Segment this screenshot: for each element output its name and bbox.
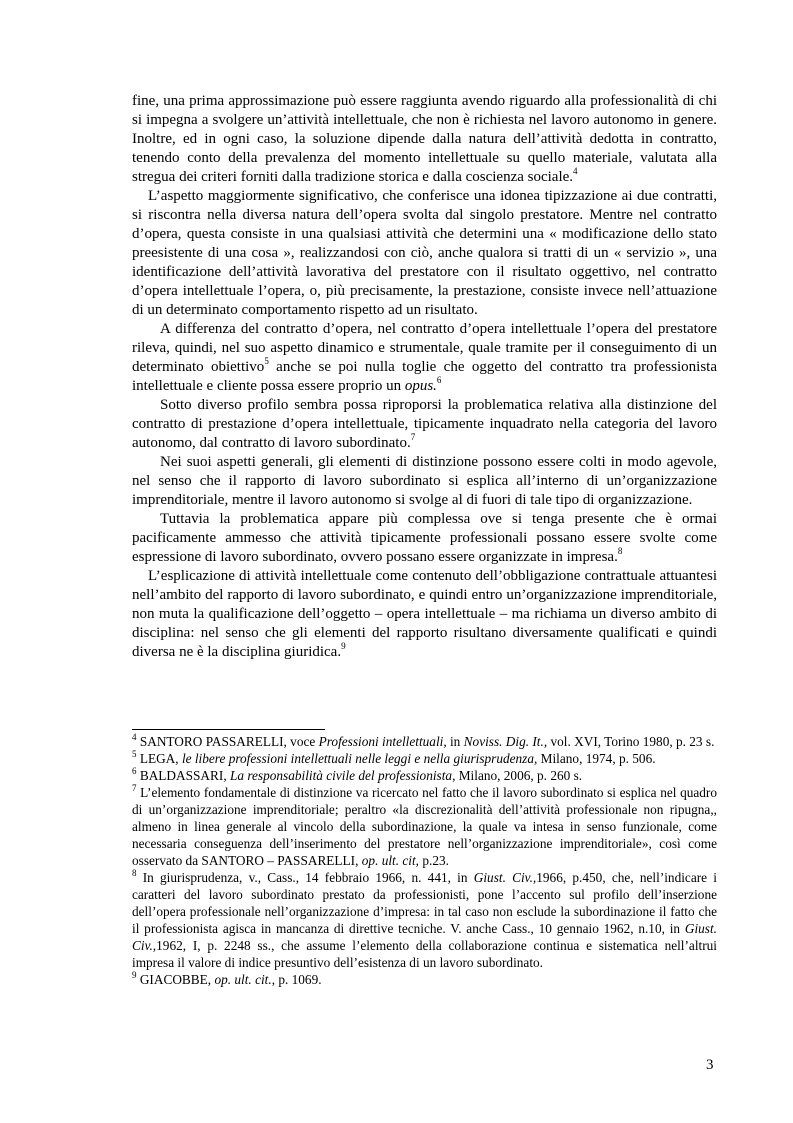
italic-text: Giust. Civ., (473, 870, 537, 885)
footnote-ref[interactable]: 5 (264, 356, 269, 366)
paragraph (132, 453, 717, 510)
italic-text: Professioni intellettuali (318, 734, 444, 749)
text-run: , in (443, 734, 464, 749)
footnote-number: 6 (132, 765, 137, 776)
body-text (132, 92, 717, 662)
footnote (132, 733, 717, 750)
paragraph (132, 510, 717, 567)
text-run: 1962, I, p. 2248 ss., che assume l’elemento della collaborazione continua e sistematica nell’altrui impresa il valore di indice presuntivo dell’esistenza di un lavoro subordinato. (132, 938, 717, 970)
italic-text: opus. (404, 378, 437, 394)
text-run: , p. 1069. (271, 972, 322, 987)
footnote (132, 784, 717, 869)
footnote-number: 9 (132, 969, 137, 980)
text-run: vol. XVI, Torino 1980, p. 23 s. (547, 734, 715, 749)
footnote-number: 4 (132, 731, 137, 742)
text-run: Sotto diverso profilo sembra possa riproporsi la problematica relativa alla distinzione del contratto di prestazione d’opera intellettuale, tipicamente inquadrato nella categoria del lavoro autonomo, dal contratto di lavoro subordinato. (132, 397, 717, 451)
text-run: p.23. (419, 853, 449, 868)
page-number: 3 (706, 1057, 714, 1073)
paragraph (132, 92, 717, 187)
italic-text: Giust. Civ., (132, 921, 717, 953)
text-run: LEGA, (136, 751, 182, 766)
footnote-separator (132, 729, 325, 730)
text-run: SANTORO PASSARELLI, voce (136, 734, 319, 749)
text-run: Nei suoi aspetti generali, gli elementi di distinzione possono essere colti in modo agevole, nel senso che il rapporto di lavoro subordinato si esplica all’interno di un’organizzazione imprenditoriale, mentre il lavoro autonomo si svolge al di fuori di tale tipo di organizzazione. (132, 454, 717, 508)
footnote-number: 5 (132, 748, 137, 759)
footnotes (132, 733, 717, 988)
footnote-ref[interactable]: 4 (573, 166, 578, 176)
text-run: , Milano, 2006, p. 260 s. (452, 768, 583, 783)
footnote (132, 750, 717, 767)
text-run: L’aspetto maggiormente significativo, che conferisce una idonea tipizzazione ai due contratti, si riscontra nella diversa natura dell’opera svolta dal singolo prestatore. Mentre nel contratto d’opera, questa consiste in una qualsiasi attività che determini una « modificazione dello stato preesistente di una cosa », realizzandosi con ciò, anche qualora si tratti di un « servizio », una identificazione dell’attività lavorativa del prestatore con il risultato oggettivo, nel contratto d’opera intellettuale l’opera, o, più precisamente, la prestazione, consiste invece nell’attuazione di un determinato comportamento rispetto ad un risultato. (132, 188, 717, 318)
footnote-number: 8 (132, 867, 137, 878)
footnote (132, 869, 717, 971)
text-run: GIACOBBE, (136, 972, 215, 987)
italic-text: Noviss. Dig. It., (463, 734, 548, 749)
footnote (132, 767, 717, 784)
footnote-ref[interactable]: 9 (341, 641, 346, 651)
paragraph (132, 320, 717, 396)
italic-text: op. ult. cit. (214, 972, 272, 987)
text-run: anche se poi nulla toglie che oggetto del contratto tra professionista intellettuale e cliente possa essere proprio un (132, 359, 717, 394)
italic-text: La responsabilità civile del professionista (229, 768, 453, 783)
paragraph (132, 187, 717, 320)
footnote-ref[interactable]: 6 (436, 375, 442, 385)
paragraph (132, 396, 717, 453)
text-run: Tuttavia la problematica appare più complessa ove si tenga presente che è ormai pacificamente ammesso che attività tipicamente professionali possano essere svolte come espressione di lavoro subordinato, ovvero possano essere organizzate in impresa. (132, 511, 717, 565)
footnote (132, 971, 717, 988)
text-run: Milano, 1974, p. 506. (537, 751, 656, 766)
text-run: BALDASSARI, (136, 768, 230, 783)
text-run: A differenza del contratto d’opera, nel contratto d’opera intellettuale l’opera del prestatore rileva, quindi, nel suo aspetto dinamico e strumentale, quale tramite per il conseguimento di un determinato obiettivo (132, 321, 717, 375)
italic-text: le libere professioni intellettuali nelle leggi e nella giurisprudenza, (181, 751, 538, 766)
footnote-ref[interactable]: 7 (410, 432, 416, 442)
text-run: 1966, p.450, che, nell’indicare i caratteri del lavoro subordinato prestato da professionisti, pone l’accento sul profilo dell’inserzione dell’opera professionale nell’organizzazione d’impresa: in tal caso non esclude la subordinazione il fatto che il professionista agisca in mancanza di direttive tecniche. V. anche Cass., 10 gennaio 1962, n.10, in (132, 870, 717, 936)
text-run: In giurisprudenza, v., Cass., 14 febbraio 1966, n. 441, in (136, 870, 474, 885)
text-run: fine, una prima approssimazione può essere raggiunta avendo riguardo alla professionalità di chi si impegna a svolgere un’attività intellettuale, che non è richiesta nel lavoro autonomo in genere. Inoltre, ed in ogni caso, la soluzione dipende dalla natura dell’attività dedotta in contratto, tenendo conto della prevalenza del momento intellettuale su quello materiale, valutata alla stregua dei criteri forniti dalla tradizione storica e dalla coscienza sociale. (132, 93, 717, 185)
text-run: L’esplicazione di attività intellettuale come contenuto dell’obbligazione contrattuale attuantesi nell’ambito del rapporto di lavoro subordinato, e quindi entro un’organizzazione imprenditoriale, non muta la qualificazione dell’oggetto – opera intellettuale – ma richiama un diverso ambito di disciplina: nel senso che gli elementi del rapporto risultano diversamente qualificati e quindi diversa ne è la disciplina giuridica. (132, 568, 717, 660)
footnote-number: 7 (132, 782, 137, 793)
footnote-ref[interactable]: 8 (617, 546, 623, 556)
paragraph (132, 567, 717, 662)
text-run: L’elemento fondamentale di distinzione va ricercato nel fatto che il lavoro subordinato si esplica nel quadro di un’organizzazione imprenditoriale; peraltro «la discrezionalità dell’attività professionale non ripugna,, almeno in linea generale al vincolo della subordinazione, la quale va intesa in senso funzionale, come necessaria conseguenza dell’inserimento del prestatore nell’organizzazione imprenditoriale», così come osservato da SANTORO – PASSARELLI, (132, 785, 717, 868)
italic-text: op. ult. cit, (361, 853, 420, 868)
